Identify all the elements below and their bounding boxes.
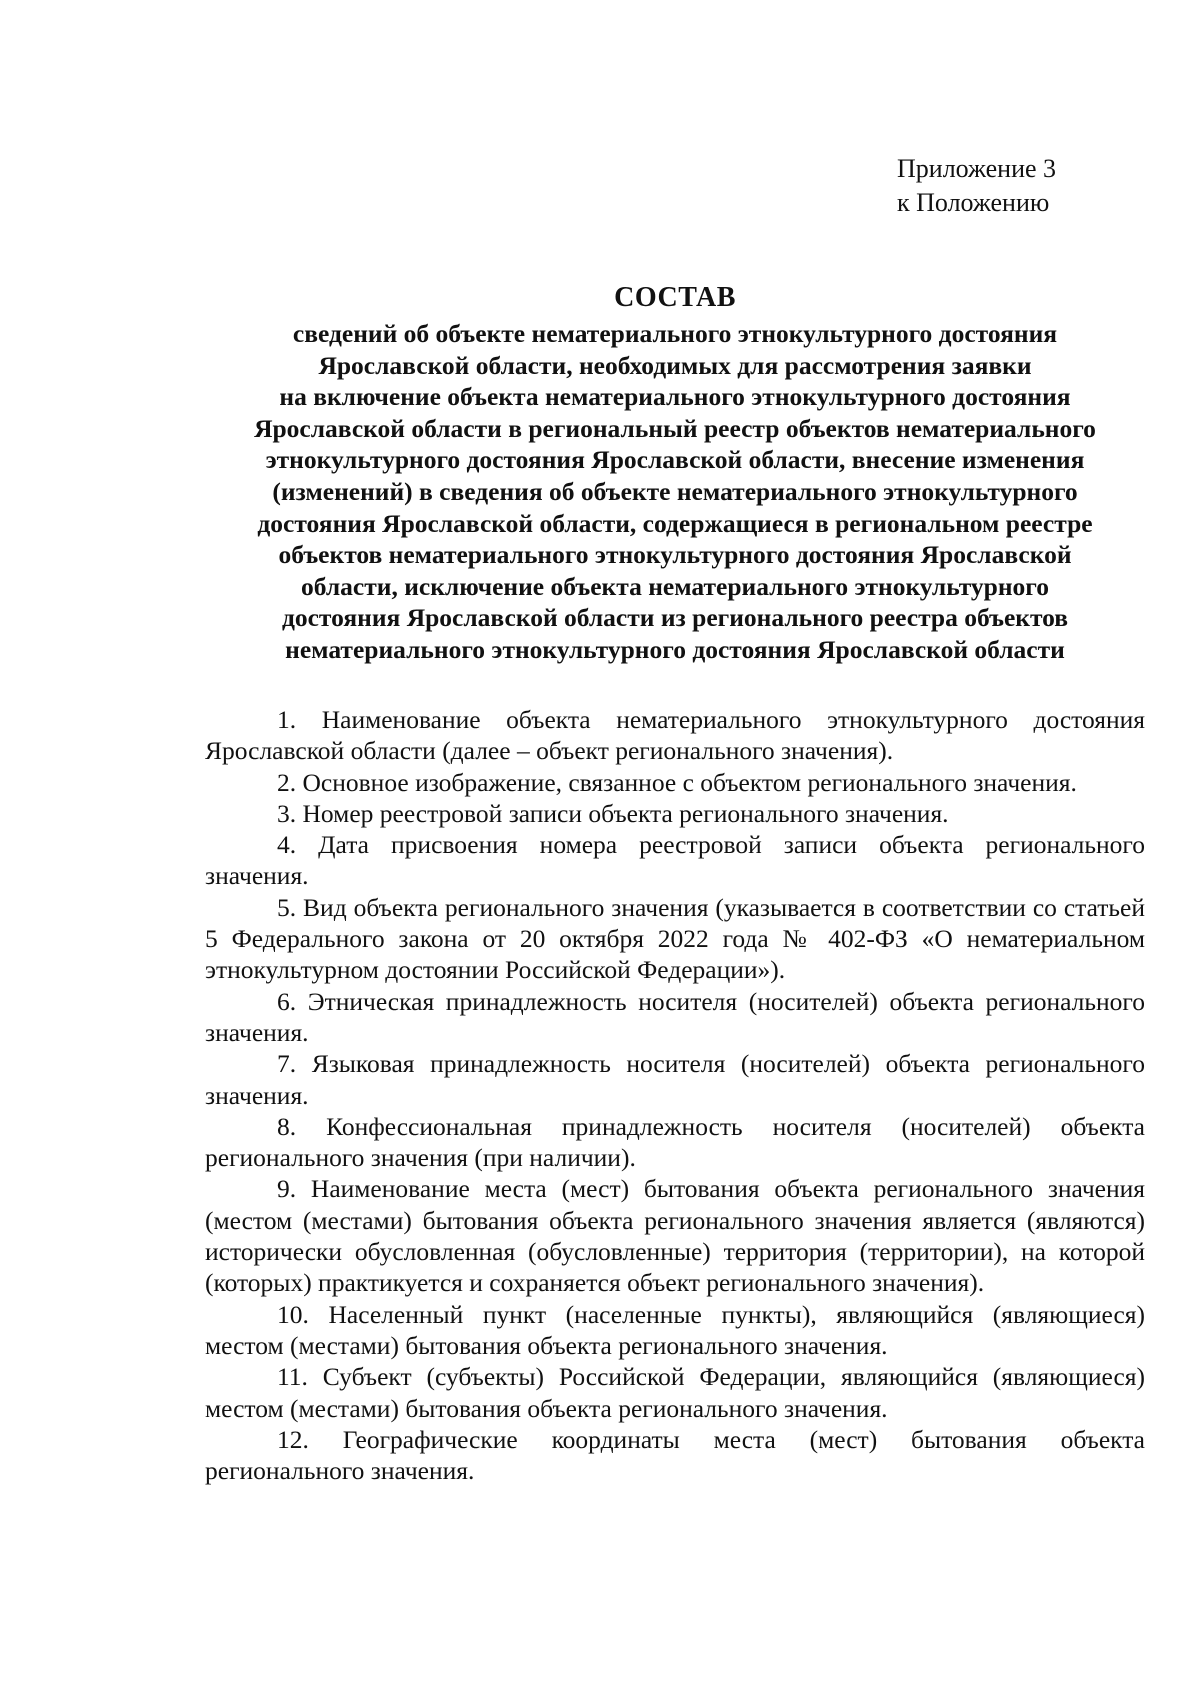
heading-line: сведений об объекте нематериального этнокультурного достояния (292, 319, 1058, 348)
heading-line: достояния Ярославской области, содержащиеся в региональном реестре (257, 508, 1093, 538)
list-item: 10. Населенный пункт (населенные пункты), являющийся (являющиеся) местом (местами) бытования объекта регионального значения. (205, 1299, 1145, 1360)
list-item: 5. Вид объекта регионального значения (указывается в соответствии со статьей 5 Федерального закона от 20 октября 2022 года № 402-ФЗ «О нематериальном этнокультурном достоянии Российской Федерации»). (205, 892, 1145, 985)
items-list (205, 704, 1145, 1486)
list-item: 6. Этническая принадлежность носителя (носителей) объекта регионального значения. (205, 986, 1145, 1047)
list-item: 7. Языковая принадлежность носителя (носителей) объекта регионального значения. (205, 1049, 1145, 1110)
heading-line: достояния Ярославской области из регионального реестра объектов (281, 603, 1069, 633)
heading-line: области, исключение объекта нематериального этнокультурного (300, 571, 1050, 601)
list-item: 3. Номер реестровой записи объекта регионального значения. (277, 798, 949, 828)
heading-line: на включение объекта нематериального этнокультурного достояния (279, 382, 1071, 412)
heading-line: (изменений) в сведения об объекте нематериального этнокультурного (272, 476, 1078, 506)
document-heading (205, 278, 1145, 666)
list-item: 12. Географические координаты места (мест) бытования объекта регионального значения. (205, 1424, 1145, 1486)
document-title: СОСТАВ (614, 282, 736, 313)
heading-line: нематериального этнокультурного достояния Ярославской области (285, 634, 1065, 664)
heading-line: объектов нематериального этнокультурного достояния Ярославской (278, 540, 1072, 570)
appendix-number: Приложение 3 (897, 154, 1057, 183)
heading-line: Ярославской области, необходимых для рассмотрения заявки (318, 350, 1032, 380)
heading-line: Ярославской области в региональный реестр объектов нематериального (254, 413, 1096, 443)
list-item: 11. Субъект (субъекты) Российской Федерации, являющийся (являющиеся) местом (местами) бытования объекта регионального значения. (205, 1362, 1145, 1423)
list-item: 2. Основное изображение, связанное с объектом регионального значения. (277, 767, 1077, 797)
list-item: 8. Конфессиональная принадлежность носителя (носителей) объекта регионального значения (при наличии). (205, 1111, 1145, 1173)
appendix-label (897, 152, 1056, 220)
heading-line: этнокультурного достояния Ярославской области, внесение изменения (265, 445, 1085, 475)
list-item: 9. Наименование места (мест) бытования объекта регионального значения (местом (местами) бытования объекта регионального значения является (являются) исторически обусловленная (обусловленные) территория (территории), на которой (которых) практикуется и сохраняется объект регионального значения). (205, 1174, 1145, 1298)
list-item: 1. Наименование объекта нематериального этнокультурного достояния Ярославской области (далее – объект регионального значения). (205, 705, 1145, 766)
appendix-reference: к Положению (897, 188, 1050, 217)
list-item: 4. Дата присвоения номера реестровой записи объекта регионального значения. (205, 830, 1145, 891)
